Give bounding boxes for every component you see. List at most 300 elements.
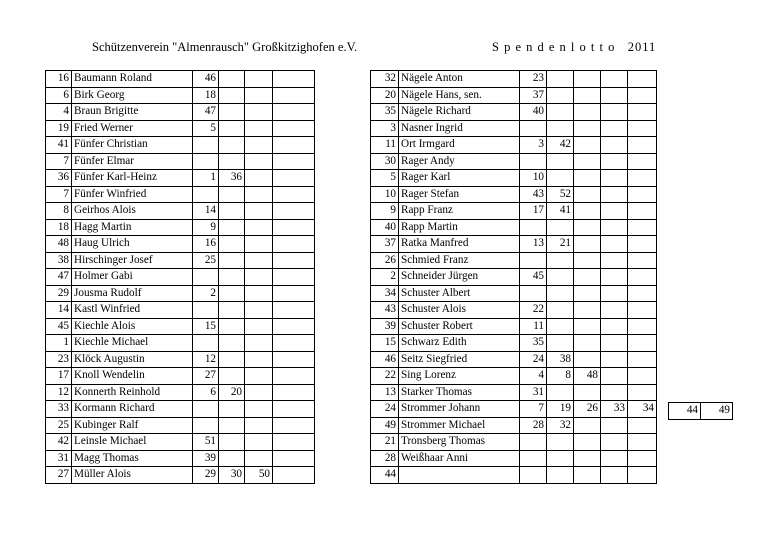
- ticket-number: [547, 170, 574, 187]
- ticket-number: [574, 351, 601, 368]
- donor-name: Schmied Franz: [399, 252, 520, 269]
- empty-cell: [273, 120, 315, 137]
- overflow-cell: 44: [669, 403, 701, 420]
- entry-number: 41: [46, 137, 72, 154]
- ticket-number: [601, 269, 628, 286]
- donor-name: Kormann Richard: [72, 401, 193, 418]
- ticket-number: [547, 269, 574, 286]
- table-row: [371, 71, 657, 88]
- ticket-number: [245, 153, 273, 170]
- ticket-number: [520, 467, 547, 484]
- empty-cell: [273, 137, 315, 154]
- ticket-number: [628, 120, 657, 137]
- entry-number: 34: [371, 285, 399, 302]
- donor-name: [399, 467, 520, 484]
- entry-number: 1: [46, 335, 72, 352]
- entry-number: 35: [371, 104, 399, 121]
- ticket-number: [193, 302, 219, 319]
- ticket-number: [601, 335, 628, 352]
- ticket-number: [193, 335, 219, 352]
- donor-name: Hirschinger Josef: [72, 252, 193, 269]
- lottery-title: S p e n d e n l o t t o 2011: [492, 40, 657, 54]
- empty-cell: [273, 401, 315, 418]
- donor-name: Rapp Martin: [399, 219, 520, 236]
- table-row: [46, 219, 315, 236]
- table-row: [371, 87, 657, 104]
- ticket-number: [520, 153, 547, 170]
- ticket-number: [628, 170, 657, 187]
- ticket-number: [193, 137, 219, 154]
- ticket-number: 21: [547, 236, 574, 253]
- empty-cell: [273, 335, 315, 352]
- ticket-number: [193, 269, 219, 286]
- donor-name: Birk Georg: [72, 87, 193, 104]
- ticket-number: [601, 351, 628, 368]
- ticket-number: 1: [193, 170, 219, 187]
- table-row: [371, 170, 657, 187]
- ticket-number: [520, 450, 547, 467]
- ticket-number: [547, 219, 574, 236]
- donor-name: Sing Lorenz: [399, 368, 520, 385]
- ticket-number: [547, 104, 574, 121]
- table-row: [46, 203, 315, 220]
- ticket-number: [547, 384, 574, 401]
- ticket-number: 3: [520, 137, 547, 154]
- donor-name: Konnerth Reinhold: [72, 384, 193, 401]
- ticket-number: [245, 236, 273, 253]
- ticket-number: 27: [193, 368, 219, 385]
- ticket-number: 5: [193, 120, 219, 137]
- entry-number: 38: [46, 252, 72, 269]
- table-row: [46, 236, 315, 253]
- entry-number: 28: [371, 450, 399, 467]
- table-row: [46, 71, 315, 88]
- ticket-number: [601, 186, 628, 203]
- table-row: [371, 401, 657, 418]
- donor-name: Nasner Ingrid: [399, 120, 520, 137]
- donor-name: Schneider Jürgen: [399, 269, 520, 286]
- table-row: [371, 236, 657, 253]
- donor-name: Ratka Manfred: [399, 236, 520, 253]
- ticket-number: [547, 87, 574, 104]
- ticket-number: [601, 203, 628, 220]
- ticket-number: [193, 186, 219, 203]
- ticket-number: [547, 335, 574, 352]
- ticket-number: 48: [574, 368, 601, 385]
- ticket-number: 40: [520, 104, 547, 121]
- ticket-number: [245, 104, 273, 121]
- entry-number: 48: [46, 236, 72, 253]
- ticket-number: [219, 203, 245, 220]
- ticket-number: [574, 302, 601, 319]
- ticket-number: [601, 450, 628, 467]
- donor-name: Rager Karl: [399, 170, 520, 187]
- entry-number: 30: [371, 153, 399, 170]
- empty-cell: [273, 71, 315, 88]
- ticket-number: [219, 335, 245, 352]
- ticket-number: [520, 285, 547, 302]
- entry-number: 11: [371, 137, 399, 154]
- table-row: [46, 153, 315, 170]
- entry-number: 14: [46, 302, 72, 319]
- ticket-number: [628, 417, 657, 434]
- ticket-number: [601, 120, 628, 137]
- ticket-number: [547, 467, 574, 484]
- table-row: [371, 104, 657, 121]
- entry-number: 32: [371, 71, 399, 88]
- empty-cell: [273, 417, 315, 434]
- ticket-number: [601, 137, 628, 154]
- ticket-number: [219, 318, 245, 335]
- donor-name: Kiechle Michael: [72, 335, 193, 352]
- ticket-number: [574, 203, 601, 220]
- ticket-number: 20: [219, 384, 245, 401]
- ticket-number: [574, 186, 601, 203]
- ticket-number: [245, 285, 273, 302]
- ticket-number: [219, 351, 245, 368]
- ticket-number: [628, 318, 657, 335]
- ticket-number: 16: [193, 236, 219, 253]
- ticket-number: 38: [547, 351, 574, 368]
- donor-name: Nägele Richard: [399, 104, 520, 121]
- ticket-number: [601, 318, 628, 335]
- ticket-number: 22: [520, 302, 547, 319]
- table-row: [46, 302, 315, 319]
- donor-name: Schwarz Edith: [399, 335, 520, 352]
- donor-name: Baumann Roland: [72, 71, 193, 88]
- table-row: [371, 368, 657, 385]
- ticket-number: [245, 434, 273, 451]
- empty-cell: [273, 351, 315, 368]
- ticket-number: [245, 186, 273, 203]
- table-row: [46, 252, 315, 269]
- ticket-number: [574, 219, 601, 236]
- table-row: [46, 417, 315, 434]
- entry-number: 26: [371, 252, 399, 269]
- table-row: [46, 401, 315, 418]
- ticket-number: 47: [193, 104, 219, 121]
- ticket-number: [219, 104, 245, 121]
- ticket-number: [628, 351, 657, 368]
- ticket-number: [193, 417, 219, 434]
- ticket-number: [219, 269, 245, 286]
- ticket-number: [574, 71, 601, 88]
- donor-name: Tronsberg Thomas: [399, 434, 520, 451]
- ticket-number: [219, 120, 245, 137]
- ticket-number: 35: [520, 335, 547, 352]
- ticket-number: [219, 285, 245, 302]
- entry-number: 23: [46, 351, 72, 368]
- ticket-number: [601, 87, 628, 104]
- ticket-number: [547, 302, 574, 319]
- ticket-number: 14: [193, 203, 219, 220]
- table-row: [46, 450, 315, 467]
- ticket-number: 25: [193, 252, 219, 269]
- ticket-number: [219, 450, 245, 467]
- entry-number: 22: [371, 368, 399, 385]
- ticket-number: [628, 186, 657, 203]
- ticket-number: [574, 434, 601, 451]
- ticket-number: [547, 434, 574, 451]
- entry-number: 4: [46, 104, 72, 121]
- empty-cell: [273, 269, 315, 286]
- ticket-number: [219, 401, 245, 418]
- ticket-number: [628, 236, 657, 253]
- entry-number: 46: [371, 351, 399, 368]
- empty-cell: [273, 368, 315, 385]
- ticket-number: [520, 252, 547, 269]
- ticket-number: 18: [193, 87, 219, 104]
- entry-number: 45: [46, 318, 72, 335]
- entry-number: 47: [46, 269, 72, 286]
- ticket-number: 8: [547, 368, 574, 385]
- ticket-number: [520, 120, 547, 137]
- ticket-number: [574, 137, 601, 154]
- empty-cell: [273, 153, 315, 170]
- ticket-number: [574, 467, 601, 484]
- overflow-cells: [668, 402, 733, 420]
- entry-number: 40: [371, 219, 399, 236]
- ticket-number: [245, 302, 273, 319]
- table-row: [46, 269, 315, 286]
- ticket-number: [628, 71, 657, 88]
- table-row: [371, 285, 657, 302]
- table-row: [46, 335, 315, 352]
- empty-cell: [273, 219, 315, 236]
- ticket-number: [219, 434, 245, 451]
- donor-name: Jousma Rudolf: [72, 285, 193, 302]
- table-row: [371, 219, 657, 236]
- ticket-number: 29: [193, 467, 219, 484]
- ticket-number: 33: [601, 401, 628, 418]
- ticket-number: [628, 450, 657, 467]
- donor-name: Fünfer Christian: [72, 137, 193, 154]
- donor-name: Fünfer Karl-Heinz: [72, 170, 193, 187]
- entry-number: 19: [46, 120, 72, 137]
- ticket-number: [574, 120, 601, 137]
- ticket-number: [245, 87, 273, 104]
- ticket-number: 32: [547, 417, 574, 434]
- donor-name: Holmer Gabi: [72, 269, 193, 286]
- entry-number: 25: [46, 417, 72, 434]
- entry-number: 10: [371, 186, 399, 203]
- entry-number: 8: [46, 203, 72, 220]
- entry-number: 36: [46, 170, 72, 187]
- entry-number: 24: [371, 401, 399, 418]
- ticket-number: 50: [245, 467, 273, 484]
- overflow-cell: 49: [701, 403, 733, 420]
- donor-name: Kubinger Ralf: [72, 417, 193, 434]
- entry-number: 42: [46, 434, 72, 451]
- donor-name: Starker Thomas: [399, 384, 520, 401]
- ticket-number: [219, 302, 245, 319]
- ticket-number: [547, 285, 574, 302]
- donor-name: Geirhos Alois: [72, 203, 193, 220]
- ticket-number: 12: [193, 351, 219, 368]
- empty-cell: [273, 285, 315, 302]
- ticket-number: [245, 269, 273, 286]
- entry-number: 31: [46, 450, 72, 467]
- entry-number: 18: [46, 219, 72, 236]
- ticket-number: [245, 401, 273, 418]
- table-row: [371, 203, 657, 220]
- ticket-number: [574, 104, 601, 121]
- table-row: [371, 384, 657, 401]
- ticket-number: [219, 71, 245, 88]
- ticket-number: 31: [520, 384, 547, 401]
- ticket-number: 23: [520, 71, 547, 88]
- empty-cell: [273, 186, 315, 203]
- ticket-number: [219, 87, 245, 104]
- ticket-number: [547, 252, 574, 269]
- ticket-number: [628, 384, 657, 401]
- ticket-number: [245, 318, 273, 335]
- donor-name: Nägele Anton: [399, 71, 520, 88]
- ticket-number: [574, 87, 601, 104]
- ticket-number: [245, 203, 273, 220]
- table-row: [46, 87, 315, 104]
- ticket-number: [574, 153, 601, 170]
- donor-name: Strommer Michael: [399, 417, 520, 434]
- ticket-number: 4: [520, 368, 547, 385]
- ticket-number: [628, 434, 657, 451]
- ticket-number: [601, 434, 628, 451]
- ticket-number: [628, 285, 657, 302]
- ticket-number: [601, 368, 628, 385]
- table-row: [371, 137, 657, 154]
- ticket-number: [601, 467, 628, 484]
- empty-cell: [273, 302, 315, 319]
- ticket-number: [245, 351, 273, 368]
- table-row: [46, 351, 315, 368]
- ticket-number: [219, 368, 245, 385]
- donor-name: Klöck Augustin: [72, 351, 193, 368]
- donor-name: Seitz Siegfried: [399, 351, 520, 368]
- ticket-number: [520, 219, 547, 236]
- entry-number: 5: [371, 170, 399, 187]
- table-row: [371, 450, 657, 467]
- ticket-number: [245, 417, 273, 434]
- ticket-number: [245, 71, 273, 88]
- empty-cell: [273, 318, 315, 335]
- ticket-number: 9: [193, 219, 219, 236]
- table-row: [46, 368, 315, 385]
- ticket-number: 52: [547, 186, 574, 203]
- ticket-number: 36: [219, 170, 245, 187]
- ticket-number: 11: [520, 318, 547, 335]
- table-row: [46, 170, 315, 187]
- donor-name: Schuster Robert: [399, 318, 520, 335]
- ticket-number: [628, 137, 657, 154]
- ticket-number: 19: [547, 401, 574, 418]
- ticket-number: [628, 153, 657, 170]
- table-row: [46, 384, 315, 401]
- ticket-number: [628, 467, 657, 484]
- ticket-number: 15: [193, 318, 219, 335]
- ticket-number: [628, 252, 657, 269]
- empty-cell: [273, 252, 315, 269]
- ticket-number: [574, 252, 601, 269]
- ticket-number: [574, 417, 601, 434]
- ticket-number: [574, 335, 601, 352]
- table-row: [46, 120, 315, 137]
- ticket-number: [628, 269, 657, 286]
- ticket-number: [601, 71, 628, 88]
- ticket-number: [547, 450, 574, 467]
- ticket-number: [628, 302, 657, 319]
- ticket-number: 28: [520, 417, 547, 434]
- ticket-number: [601, 285, 628, 302]
- table-row: [371, 351, 657, 368]
- ticket-number: [219, 137, 245, 154]
- ticket-number: 7: [520, 401, 547, 418]
- ticket-number: 51: [193, 434, 219, 451]
- entry-number: 6: [46, 87, 72, 104]
- ticket-number: [219, 236, 245, 253]
- ticket-number: [601, 302, 628, 319]
- entry-number: 21: [371, 434, 399, 451]
- table-row: [46, 318, 315, 335]
- ticket-number: [574, 285, 601, 302]
- donor-name: Rapp Franz: [399, 203, 520, 220]
- ticket-number: [547, 120, 574, 137]
- table-row: [371, 302, 657, 319]
- donor-name: Braun Brigitte: [72, 104, 193, 121]
- entry-number: 3: [371, 120, 399, 137]
- ticket-number: [601, 219, 628, 236]
- ticket-number: 46: [193, 71, 219, 88]
- entry-number: 43: [371, 302, 399, 319]
- empty-cell: [273, 434, 315, 451]
- table-row: [371, 335, 657, 352]
- ticket-number: [628, 203, 657, 220]
- empty-cell: [273, 170, 315, 187]
- table-row: [46, 467, 315, 484]
- table-row: [371, 434, 657, 451]
- ticket-number: [601, 236, 628, 253]
- entry-number: 29: [46, 285, 72, 302]
- donor-name: Kastl Winfried: [72, 302, 193, 319]
- ticket-number: [628, 219, 657, 236]
- ticket-number: 37: [520, 87, 547, 104]
- ticket-number: [245, 170, 273, 187]
- ticket-number: [628, 104, 657, 121]
- ticket-number: 10: [520, 170, 547, 187]
- ticket-number: [245, 252, 273, 269]
- donor-name: Fünfer Winfried: [72, 186, 193, 203]
- empty-cell: [273, 104, 315, 121]
- ticket-number: [245, 368, 273, 385]
- donor-name: Schuster Alois: [399, 302, 520, 319]
- entry-number: 2: [371, 269, 399, 286]
- table-row: [371, 318, 657, 335]
- ticket-number: 39: [193, 450, 219, 467]
- club-title: Schützenverein "Almenrausch" Großkitzighofen e.V.: [92, 40, 358, 54]
- ticket-number: [628, 335, 657, 352]
- ticket-number: 13: [520, 236, 547, 253]
- donor-name: Fünfer Elmar: [72, 153, 193, 170]
- donor-name: Haug Ulrich: [72, 236, 193, 253]
- entry-number: 17: [46, 368, 72, 385]
- left-donation-table: [45, 70, 315, 484]
- entry-number: 12: [46, 384, 72, 401]
- table-row: [371, 153, 657, 170]
- donor-name: Leinsle Michael: [72, 434, 193, 451]
- donor-name: Rager Andy: [399, 153, 520, 170]
- ticket-number: [547, 71, 574, 88]
- entry-number: 37: [371, 236, 399, 253]
- ticket-number: [520, 434, 547, 451]
